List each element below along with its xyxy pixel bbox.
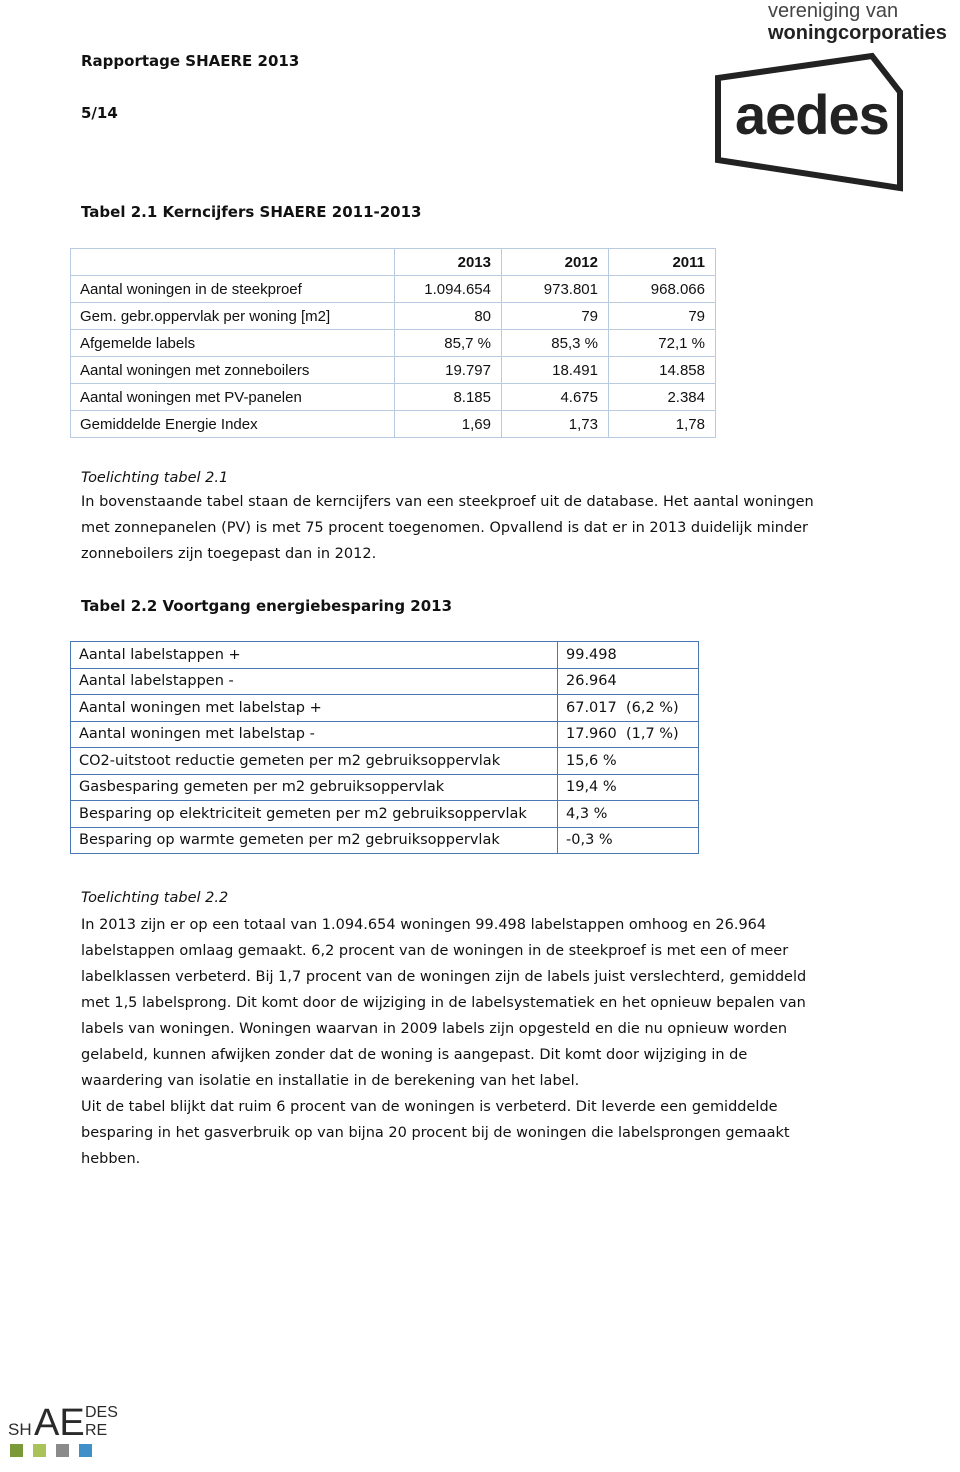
cell-value: 19,4 % [558, 774, 699, 801]
table-row [71, 642, 699, 669]
cell-value: 19.797 [395, 357, 502, 384]
table-row [71, 357, 716, 384]
logo-square [56, 1444, 69, 1457]
energy-savings-table [70, 641, 699, 854]
cell-value: 2.384 [609, 384, 716, 411]
row-label: Aantal woningen in de steekproef [71, 276, 395, 303]
paragraph-line: Uit de tabel blijkt dat ruim 6 procent van de woningen is verbeterd. Dit leverde een gemiddelde [81, 1099, 778, 1115]
paragraph-line: hebben. [81, 1151, 141, 1167]
table-row [71, 330, 716, 357]
cell-value: 1,69 [395, 411, 502, 438]
row-label: Aantal woningen met labelstap - [71, 721, 558, 748]
row-label: Gemiddelde Energie Index [71, 411, 395, 438]
table-header-empty [71, 249, 395, 276]
cell-value: 15,6 % [558, 748, 699, 775]
row-label: Aantal labelstappen + [71, 642, 558, 669]
table-row [71, 801, 699, 828]
paragraph-line: met zonnepanelen (PV) is met 75 procent toegenomen. Opvallend is dat er in 2013 duidelijk minder [81, 520, 809, 536]
cell-value: 26.964 [558, 668, 699, 695]
table-row [71, 668, 699, 695]
logo-brand: aedes [735, 83, 889, 146]
row-label: CO2-uitstoot reductie gemeten per m2 gebruiksoppervlak [71, 748, 558, 775]
row-label: Gasbesparing gemeten per m2 gebruiksoppervlak [71, 774, 558, 801]
paragraph-line: gelabeld, kunnen afwijken zonder dat de woning is aangepast. Dit komt door wijziging in de [81, 1047, 748, 1063]
logo-line1: vereniging van [768, 0, 899, 22]
logo-square [10, 1444, 23, 1457]
logo-square [79, 1444, 92, 1457]
paragraph-line: met 1,5 labelsprong. Dit komt door de wijziging in de labelsystematiek en het opnieuw bepalen van [81, 995, 806, 1011]
cell-value: 1.094.654 [395, 276, 502, 303]
row-label: Aantal woningen met PV-panelen [71, 384, 395, 411]
paragraph-line: In bovenstaande tabel staan de kerncijfers van een steekproef uit de database. Het aantal woningen [81, 494, 814, 510]
cell-value: 99.498 [558, 642, 699, 669]
cell-value: 4.675 [502, 384, 609, 411]
row-label: Afgemelde labels [71, 330, 395, 357]
row-label: Besparing op elektriciteit gemeten per m2 gebruiksoppervlak [71, 801, 558, 828]
row-label: Gem. gebr.oppervlak per woning [m2] [71, 303, 395, 330]
row-label: Aantal woningen met zonneboilers [71, 357, 395, 384]
table-row [71, 303, 716, 330]
cell-value: 8.185 [395, 384, 502, 411]
cell-value: 80 [395, 303, 502, 330]
cell-value: 79 [502, 303, 609, 330]
row-label: Besparing op warmte gemeten per m2 gebruiksoppervlak [71, 827, 558, 854]
cell-value: -0,3 % [558, 827, 699, 854]
cell-value: 1,73 [502, 411, 609, 438]
cell-value: 72,1 % [609, 330, 716, 357]
page-number: 5/14 [81, 104, 118, 122]
paragraph-line: In 2013 zijn er op een totaal van 1.094.654 woningen 99.498 labelstappen omhoog en 26.964 [81, 917, 767, 933]
table-row [71, 827, 699, 854]
column-header: 2013 [395, 249, 502, 276]
aedes-logo [700, 0, 960, 195]
note2-title: Toelichting tabel 2.2 [81, 890, 229, 906]
note2-paragraph [81, 912, 951, 1172]
column-header: 2011 [609, 249, 716, 276]
column-header: 2012 [502, 249, 609, 276]
paragraph-line: waardering van isolatie en installatie in de berekening van het label. [81, 1073, 580, 1089]
logo-square [33, 1444, 46, 1457]
shaere-logo [6, 1400, 126, 1466]
paragraph-line: besparing in het gasverbruik op van bijna 20 procent bij de woningen die labelsprongen gemaakt [81, 1125, 790, 1141]
note1-title: Toelichting tabel 2.1 [81, 470, 229, 486]
table-row [71, 411, 716, 438]
table-row [71, 384, 716, 411]
cell-value: 14.858 [609, 357, 716, 384]
table-row [71, 695, 699, 722]
cell-value: 79 [609, 303, 716, 330]
key-figures-table [70, 248, 716, 438]
paragraph-line: zonneboilers zijn toegepast dan in 2012. [81, 546, 377, 562]
note1-paragraph [81, 489, 941, 567]
cell-value: 4,3 % [558, 801, 699, 828]
table1-title: Tabel 2.1 Kerncijfers SHAERE 2011-2013 [81, 203, 422, 221]
table-row [71, 774, 699, 801]
logo-des: DES [85, 1404, 118, 1421]
report-title: Rapportage SHAERE 2013 [81, 52, 300, 70]
cell-value: 968.066 [609, 276, 716, 303]
logo-sh: SH [8, 1420, 32, 1439]
logo-re: RE [85, 1422, 108, 1439]
paragraph-line: labels van woningen. Woningen waarvan in 2009 labels zijn opgesteld en die nu opnieuw worden [81, 1021, 788, 1037]
row-label: Aantal woningen met labelstap + [71, 695, 558, 722]
paragraph-line: labelklassen verbeterd. Bij 1,7 procent van de woningen zijn de labels juist verslechterd, gemiddeld [81, 969, 807, 985]
table2-title: Tabel 2.2 Voortgang energiebesparing 2013 [81, 597, 453, 615]
cell-value: 973.801 [502, 276, 609, 303]
logo-line2: woningcorporaties [768, 22, 947, 44]
row-label: Aantal labelstappen - [71, 668, 558, 695]
table-header-row [71, 249, 716, 276]
cell-value: 18.491 [502, 357, 609, 384]
logo-ae: AE [34, 1402, 85, 1444]
cell-value: 1,78 [609, 411, 716, 438]
table-row [71, 276, 716, 303]
cell-value: 67.017 (6,2 %) [558, 695, 699, 722]
cell-value: 85,3 % [502, 330, 609, 357]
cell-value: 85,7 % [395, 330, 502, 357]
paragraph-line: labelstappen omlaag gemaakt. 6,2 procent van de woningen in de steekproef is met een of meer [81, 943, 789, 959]
table-row [71, 721, 699, 748]
cell-value: 17.960 (1,7 %) [558, 721, 699, 748]
table-row [71, 748, 699, 775]
